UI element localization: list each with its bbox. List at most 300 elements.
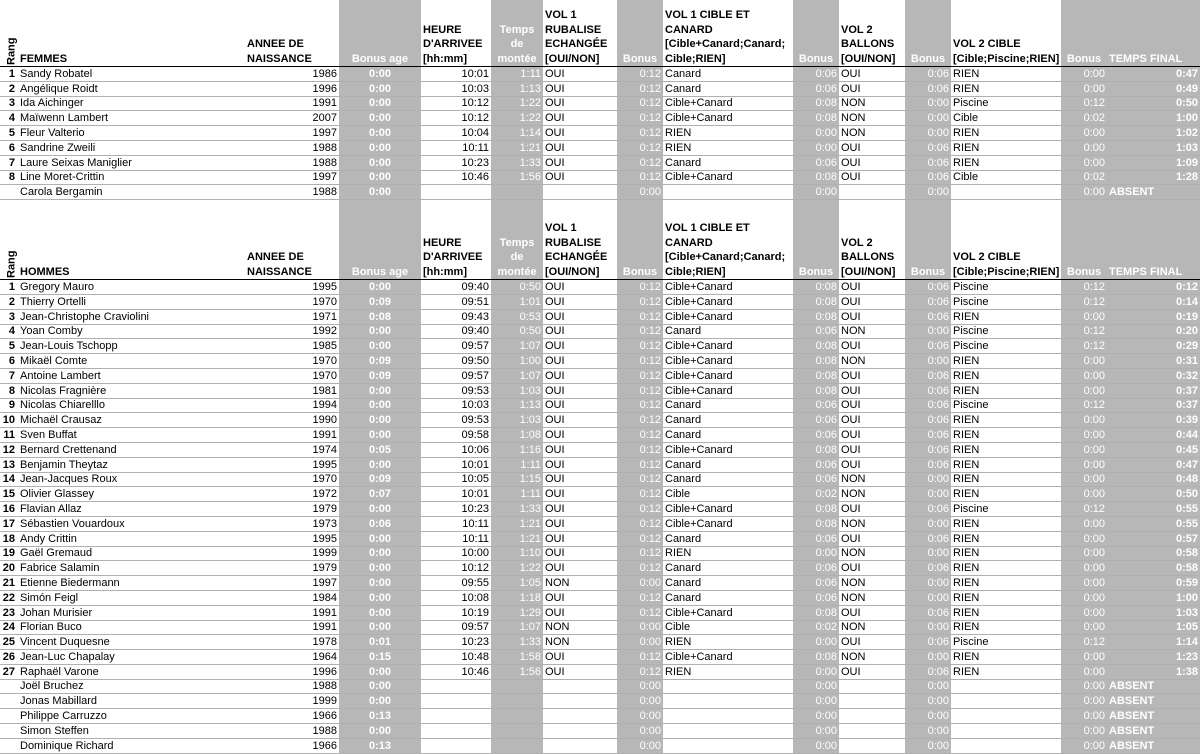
header-temps-final[interactable]: TEMPS FINAL xyxy=(1107,213,1200,280)
cell-bonus-1[interactable]: 0:12 xyxy=(617,413,663,428)
cell-nom[interactable]: Thierry Ortelli xyxy=(18,294,245,309)
cell-nom[interactable]: Joël Bruchez xyxy=(18,679,245,694)
cell-bonus-2[interactable]: 0:08 xyxy=(793,605,839,620)
cell-bonus-1[interactable]: 0:12 xyxy=(617,294,663,309)
cell-vol2-ballons[interactable]: OUI xyxy=(839,155,905,170)
cell-bonus-4[interactable]: 0:12 xyxy=(1061,502,1107,517)
cell-bonus-1[interactable]: 0:12 xyxy=(617,457,663,472)
cell-vol2-ballons[interactable] xyxy=(839,709,905,724)
cell-vol1-rubalise[interactable]: OUI xyxy=(543,398,617,413)
cell-bonus-3[interactable]: 0:06 xyxy=(905,280,951,295)
cell-annee[interactable]: 1973 xyxy=(245,516,339,531)
cell-vol2-cible[interactable]: RIEN xyxy=(951,546,1061,561)
cell-rang[interactable]: 9 xyxy=(0,398,18,413)
header-vol1-rubalise[interactable]: VOL 1 RUBALISE ECHANGÉE [OUI/NON] xyxy=(543,0,617,67)
cell-vol2-cible[interactable] xyxy=(951,185,1061,200)
cell-nom[interactable]: Gaël Gremaud xyxy=(18,546,245,561)
cell-vol2-cible[interactable]: RIEN xyxy=(951,140,1061,155)
cell-vol1-cible[interactable]: Cible+Canard xyxy=(663,96,793,111)
cell-bonus-3[interactable]: 0:06 xyxy=(905,140,951,155)
cell-bonus-3[interactable]: 0:00 xyxy=(905,694,951,709)
cell-temps-montee[interactable]: 1:33 xyxy=(491,635,543,650)
cell-bonus-1[interactable]: 0:12 xyxy=(617,354,663,369)
cell-rang[interactable]: 24 xyxy=(0,620,18,635)
header-bonus-4[interactable]: Bonus xyxy=(1061,213,1107,280)
cell-temps-final[interactable]: 0:19 xyxy=(1107,309,1200,324)
cell-annee[interactable]: 1981 xyxy=(245,383,339,398)
cell-temps-montee[interactable]: 0:50 xyxy=(491,324,543,339)
header-bonus-3[interactable]: Bonus xyxy=(905,213,951,280)
cell-temps-final[interactable]: 0:55 xyxy=(1107,502,1200,517)
cell-bonus-2[interactable]: 0:06 xyxy=(793,590,839,605)
cell-vol2-cible[interactable]: RIEN xyxy=(951,309,1061,324)
cell-bonus-2[interactable]: 0:08 xyxy=(793,516,839,531)
cell-annee[interactable]: 1996 xyxy=(245,81,339,96)
cell-heure[interactable]: 10:03 xyxy=(421,81,491,96)
cell-bonus-1[interactable]: 0:12 xyxy=(617,590,663,605)
cell-nom[interactable]: Etienne Biedermann xyxy=(18,576,245,591)
cell-bonus-age[interactable]: 0:00 xyxy=(339,170,421,185)
cell-nom[interactable]: Fabrice Salamin xyxy=(18,561,245,576)
cell-vol2-cible[interactable]: Piscine xyxy=(951,339,1061,354)
header-rang[interactable] xyxy=(0,0,18,67)
cell-rang[interactable]: 2 xyxy=(0,294,18,309)
cell-bonus-2[interactable]: 0:06 xyxy=(793,155,839,170)
cell-bonus-1[interactable]: 0:12 xyxy=(617,170,663,185)
cell-vol1-rubalise[interactable] xyxy=(543,738,617,753)
cell-temps-montee[interactable]: 1:18 xyxy=(491,590,543,605)
cell-vol1-cible[interactable]: Canard xyxy=(663,428,793,443)
cell-bonus-2[interactable]: 0:06 xyxy=(793,531,839,546)
cell-vol1-cible[interactable]: Cible+Canard xyxy=(663,502,793,517)
cell-temps-montee[interactable] xyxy=(491,724,543,739)
cell-vol2-cible[interactable]: Piscine xyxy=(951,502,1061,517)
cell-annee[interactable]: 1988 xyxy=(245,679,339,694)
cell-heure[interactable] xyxy=(421,185,491,200)
cell-vol2-ballons[interactable] xyxy=(839,679,905,694)
cell-bonus-1[interactable]: 0:00 xyxy=(617,724,663,739)
cell-heure[interactable]: 09:51 xyxy=(421,294,491,309)
cell-bonus-4[interactable]: 0:00 xyxy=(1061,650,1107,665)
cell-bonus-2[interactable]: 0:08 xyxy=(793,339,839,354)
cell-nom[interactable]: Vincent Duquesne xyxy=(18,635,245,650)
cell-bonus-1[interactable]: 0:12 xyxy=(617,650,663,665)
cell-nom[interactable]: Dominique Richard xyxy=(18,738,245,753)
cell-bonus-age[interactable]: 0:00 xyxy=(339,81,421,96)
cell-temps-montee[interactable]: 1:16 xyxy=(491,442,543,457)
cell-bonus-age[interactable]: 0:00 xyxy=(339,724,421,739)
cell-bonus-2[interactable]: 0:06 xyxy=(793,398,839,413)
cell-bonus-4[interactable]: 0:00 xyxy=(1061,442,1107,457)
cell-bonus-2[interactable]: 0:00 xyxy=(793,635,839,650)
cell-annee[interactable]: 1974 xyxy=(245,442,339,457)
cell-vol2-cible[interactable]: Piscine xyxy=(951,398,1061,413)
cell-bonus-4[interactable]: 0:00 xyxy=(1061,605,1107,620)
cell-vol1-rubalise[interactable]: OUI xyxy=(543,339,617,354)
header-bonus-age[interactable]: Bonus age xyxy=(339,0,421,67)
cell-vol2-cible[interactable]: RIEN xyxy=(951,457,1061,472)
cell-bonus-2[interactable]: 0:06 xyxy=(793,457,839,472)
cell-vol2-ballons[interactable]: OUI xyxy=(839,605,905,620)
cell-vol2-ballons[interactable]: OUI xyxy=(839,442,905,457)
cell-bonus-2[interactable]: 0:00 xyxy=(793,664,839,679)
cell-bonus-4[interactable]: 0:12 xyxy=(1061,339,1107,354)
cell-vol2-cible[interactable]: Piscine xyxy=(951,635,1061,650)
cell-vol2-cible[interactable] xyxy=(951,694,1061,709)
cell-annee[interactable]: 2007 xyxy=(245,111,339,126)
cell-vol2-cible[interactable] xyxy=(951,679,1061,694)
cell-vol1-rubalise[interactable]: OUI xyxy=(543,605,617,620)
cell-vol2-ballons[interactable]: NON xyxy=(839,516,905,531)
cell-temps-montee[interactable]: 1:58 xyxy=(491,650,543,665)
cell-vol1-rubalise[interactable]: OUI xyxy=(543,170,617,185)
cell-vol2-ballons[interactable]: NON xyxy=(839,324,905,339)
cell-vol2-cible[interactable]: RIEN xyxy=(951,516,1061,531)
cell-bonus-2[interactable]: 0:00 xyxy=(793,679,839,694)
cell-heure[interactable] xyxy=(421,738,491,753)
cell-temps-final[interactable]: 0:47 xyxy=(1107,67,1200,82)
cell-vol2-ballons[interactable]: NON xyxy=(839,620,905,635)
cell-vol1-cible[interactable]: Cible+Canard xyxy=(663,354,793,369)
cell-annee[interactable]: 1994 xyxy=(245,398,339,413)
cell-bonus-age[interactable]: 0:00 xyxy=(339,185,421,200)
cell-rang[interactable]: 2 xyxy=(0,81,18,96)
cell-bonus-3[interactable]: 0:00 xyxy=(905,738,951,753)
cell-bonus-1[interactable]: 0:12 xyxy=(617,309,663,324)
cell-vol1-cible[interactable]: Cible+Canard xyxy=(663,309,793,324)
cell-bonus-4[interactable]: 0:00 xyxy=(1061,185,1107,200)
cell-vol2-cible[interactable]: RIEN xyxy=(951,590,1061,605)
cell-annee[interactable]: 1988 xyxy=(245,724,339,739)
header-annee[interactable]: ANNEE DE NAISSANCE xyxy=(245,213,339,280)
cell-annee[interactable]: 1971 xyxy=(245,309,339,324)
cell-bonus-4[interactable]: 0:00 xyxy=(1061,709,1107,724)
cell-bonus-3[interactable]: 0:06 xyxy=(905,457,951,472)
cell-bonus-2[interactable]: 0:08 xyxy=(793,280,839,295)
cell-bonus-1[interactable]: 0:00 xyxy=(617,185,663,200)
cell-bonus-1[interactable]: 0:12 xyxy=(617,398,663,413)
cell-temps-montee[interactable]: 1:07 xyxy=(491,339,543,354)
header-temps-montee[interactable]: Temps de montée xyxy=(491,213,543,280)
cell-bonus-age[interactable]: 0:00 xyxy=(339,620,421,635)
cell-rang[interactable] xyxy=(0,709,18,724)
cell-heure[interactable] xyxy=(421,709,491,724)
cell-vol1-rubalise[interactable]: OUI xyxy=(543,590,617,605)
cell-heure[interactable]: 10:12 xyxy=(421,96,491,111)
cell-nom[interactable]: Michaël Crausaz xyxy=(18,413,245,428)
cell-vol2-cible[interactable]: Piscine xyxy=(951,96,1061,111)
cell-bonus-2[interactable]: 0:08 xyxy=(793,354,839,369)
cell-temps-final[interactable]: 0:29 xyxy=(1107,339,1200,354)
cell-vol1-cible[interactable]: Cible xyxy=(663,620,793,635)
cell-heure[interactable]: 09:57 xyxy=(421,368,491,383)
cell-bonus-2[interactable]: 0:02 xyxy=(793,487,839,502)
cell-bonus-3[interactable]: 0:06 xyxy=(905,383,951,398)
cell-temps-montee[interactable]: 1:01 xyxy=(491,294,543,309)
cell-vol2-cible[interactable]: RIEN xyxy=(951,126,1061,141)
cell-temps-final[interactable]: 0:57 xyxy=(1107,531,1200,546)
cell-vol1-cible[interactable]: Canard xyxy=(663,67,793,82)
cell-temps-montee[interactable]: 1:08 xyxy=(491,428,543,443)
cell-temps-montee[interactable]: 1:29 xyxy=(491,605,543,620)
cell-vol2-ballons[interactable]: OUI xyxy=(839,140,905,155)
cell-vol1-rubalise[interactable]: OUI xyxy=(543,368,617,383)
cell-vol1-cible[interactable] xyxy=(663,738,793,753)
cell-temps-montee[interactable]: 1:05 xyxy=(491,576,543,591)
cell-annee[interactable]: 1970 xyxy=(245,368,339,383)
cell-bonus-4[interactable]: 0:00 xyxy=(1061,679,1107,694)
cell-temps-montee[interactable]: 1:21 xyxy=(491,531,543,546)
cell-bonus-1[interactable]: 0:12 xyxy=(617,81,663,96)
cell-annee[interactable]: 1995 xyxy=(245,457,339,472)
cell-vol1-rubalise[interactable]: OUI xyxy=(543,502,617,517)
cell-vol1-rubalise[interactable]: OUI xyxy=(543,457,617,472)
cell-bonus-2[interactable]: 0:00 xyxy=(793,724,839,739)
cell-heure[interactable]: 10:11 xyxy=(421,140,491,155)
cell-vol1-rubalise[interactable] xyxy=(543,709,617,724)
cell-vol1-cible[interactable]: Cible+Canard xyxy=(663,442,793,457)
cell-vol2-ballons[interactable]: OUI xyxy=(839,531,905,546)
cell-bonus-2[interactable]: 0:08 xyxy=(793,502,839,517)
cell-bonus-4[interactable]: 0:00 xyxy=(1061,457,1107,472)
cell-bonus-1[interactable]: 0:12 xyxy=(617,67,663,82)
cell-bonus-age[interactable]: 0:13 xyxy=(339,738,421,753)
cell-bonus-3[interactable]: 0:06 xyxy=(905,502,951,517)
cell-nom[interactable]: Nicolas Chiarelllo xyxy=(18,398,245,413)
cell-bonus-age[interactable]: 0:00 xyxy=(339,67,421,82)
cell-vol2-ballons[interactable]: OUI xyxy=(839,428,905,443)
cell-heure[interactable] xyxy=(421,724,491,739)
cell-annee[interactable]: 1966 xyxy=(245,709,339,724)
cell-vol1-cible[interactable]: RIEN xyxy=(663,140,793,155)
cell-vol1-rubalise[interactable]: NON xyxy=(543,576,617,591)
cell-bonus-age[interactable]: 0:09 xyxy=(339,368,421,383)
header-heure[interactable]: HEURE D'ARRIVEE [hh:mm] xyxy=(421,213,491,280)
cell-bonus-4[interactable]: 0:00 xyxy=(1061,354,1107,369)
cell-nom[interactable]: Sandy Robatel xyxy=(18,67,245,82)
cell-annee[interactable]: 1970 xyxy=(245,294,339,309)
cell-bonus-4[interactable]: 0:00 xyxy=(1061,428,1107,443)
cell-vol1-rubalise[interactable] xyxy=(543,679,617,694)
cell-nom[interactable]: Johan Murisier xyxy=(18,605,245,620)
cell-vol2-ballons[interactable]: OUI xyxy=(839,457,905,472)
cell-bonus-2[interactable]: 0:06 xyxy=(793,67,839,82)
cell-vol1-rubalise[interactable]: OUI xyxy=(543,650,617,665)
cell-bonus-age[interactable]: 0:00 xyxy=(339,126,421,141)
cell-heure[interactable]: 10:06 xyxy=(421,442,491,457)
cell-bonus-2[interactable]: 0:08 xyxy=(793,383,839,398)
cell-heure[interactable]: 09:58 xyxy=(421,428,491,443)
cell-rang[interactable]: 5 xyxy=(0,126,18,141)
cell-nom[interactable]: Florian Buco xyxy=(18,620,245,635)
cell-vol2-ballons[interactable]: OUI xyxy=(839,368,905,383)
cell-vol2-ballons[interactable]: NON xyxy=(839,576,905,591)
cell-rang[interactable]: 13 xyxy=(0,457,18,472)
cell-vol1-cible[interactable]: Canard xyxy=(663,561,793,576)
cell-rang[interactable]: 8 xyxy=(0,170,18,185)
header-bonus-age[interactable]: Bonus age xyxy=(339,213,421,280)
header-vol2-ballons[interactable]: VOL 2 BALLONS [OUI/NON] xyxy=(839,0,905,67)
cell-vol1-cible[interactable]: Cible+Canard xyxy=(663,368,793,383)
cell-temps-final[interactable]: 1:00 xyxy=(1107,590,1200,605)
cell-vol1-rubalise[interactable]: OUI xyxy=(543,324,617,339)
cell-bonus-4[interactable]: 0:00 xyxy=(1061,664,1107,679)
cell-rang[interactable]: 16 xyxy=(0,502,18,517)
cell-bonus-2[interactable]: 0:06 xyxy=(793,413,839,428)
cell-vol2-cible[interactable]: Piscine xyxy=(951,280,1061,295)
cell-vol1-cible[interactable] xyxy=(663,185,793,200)
cell-vol1-cible[interactable]: Cible+Canard xyxy=(663,280,793,295)
cell-temps-final[interactable]: 0:32 xyxy=(1107,368,1200,383)
cell-nom[interactable]: Antoine Lambert xyxy=(18,368,245,383)
cell-temps-final[interactable]: 1:14 xyxy=(1107,635,1200,650)
cell-bonus-age[interactable]: 0:09 xyxy=(339,294,421,309)
cell-rang[interactable] xyxy=(0,738,18,753)
header-bonus-4[interactable]: Bonus xyxy=(1061,0,1107,67)
cell-vol2-ballons[interactable] xyxy=(839,738,905,753)
cell-heure[interactable]: 10:12 xyxy=(421,561,491,576)
cell-temps-montee[interactable]: 1:22 xyxy=(491,96,543,111)
cell-vol1-cible[interactable]: Canard xyxy=(663,324,793,339)
cell-temps-montee[interactable]: 1:03 xyxy=(491,383,543,398)
cell-bonus-age[interactable]: 0:13 xyxy=(339,709,421,724)
cell-temps-montee[interactable]: 1:14 xyxy=(491,126,543,141)
cell-vol2-ballons[interactable] xyxy=(839,724,905,739)
cell-temps-montee[interactable]: 1:33 xyxy=(491,155,543,170)
cell-vol2-ballons[interactable]: OUI xyxy=(839,502,905,517)
cell-bonus-age[interactable]: 0:00 xyxy=(339,457,421,472)
cell-bonus-age[interactable]: 0:07 xyxy=(339,487,421,502)
cell-heure[interactable]: 10:01 xyxy=(421,457,491,472)
cell-vol2-ballons[interactable]: OUI xyxy=(839,294,905,309)
cell-vol2-cible[interactable]: RIEN xyxy=(951,576,1061,591)
cell-bonus-2[interactable]: 0:00 xyxy=(793,126,839,141)
cell-vol1-cible[interactable] xyxy=(663,709,793,724)
header-vol1-rubalise[interactable]: VOL 1 RUBALISE ECHANGÉE [OUI/NON] xyxy=(543,213,617,280)
cell-annee[interactable]: 1999 xyxy=(245,694,339,709)
cell-bonus-age[interactable]: 0:00 xyxy=(339,140,421,155)
cell-bonus-1[interactable]: 0:12 xyxy=(617,428,663,443)
cell-vol2-ballons[interactable]: OUI xyxy=(839,170,905,185)
cell-heure[interactable]: 09:57 xyxy=(421,620,491,635)
cell-vol2-cible[interactable]: RIEN xyxy=(951,531,1061,546)
cell-vol1-rubalise[interactable]: OUI xyxy=(543,81,617,96)
cell-heure[interactable]: 10:11 xyxy=(421,516,491,531)
cell-bonus-2[interactable]: 0:06 xyxy=(793,81,839,96)
cell-annee[interactable]: 1997 xyxy=(245,170,339,185)
cell-bonus-4[interactable]: 0:02 xyxy=(1061,170,1107,185)
cell-temps-final[interactable]: 0:44 xyxy=(1107,428,1200,443)
header-bonus-2[interactable]: Bonus xyxy=(793,213,839,280)
cell-vol1-rubalise[interactable] xyxy=(543,724,617,739)
cell-bonus-3[interactable]: 0:00 xyxy=(905,590,951,605)
cell-temps-montee[interactable]: 1:13 xyxy=(491,81,543,96)
cell-rang[interactable]: 4 xyxy=(0,111,18,126)
cell-nom[interactable]: Flavian Allaz xyxy=(18,502,245,517)
cell-temps-final[interactable]: 0:12 xyxy=(1107,280,1200,295)
cell-annee[interactable]: 1970 xyxy=(245,354,339,369)
cell-bonus-4[interactable]: 0:00 xyxy=(1061,546,1107,561)
cell-bonus-2[interactable]: 0:08 xyxy=(793,111,839,126)
header-bonus-2[interactable]: Bonus xyxy=(793,0,839,67)
cell-vol2-ballons[interactable]: NON xyxy=(839,96,905,111)
cell-nom[interactable]: Benjamin Theytaz xyxy=(18,457,245,472)
cell-bonus-2[interactable]: 0:08 xyxy=(793,294,839,309)
cell-rang[interactable]: 15 xyxy=(0,487,18,502)
cell-bonus-age[interactable]: 0:00 xyxy=(339,111,421,126)
cell-nom[interactable]: Sven Buffat xyxy=(18,428,245,443)
cell-nom[interactable]: Yoan Comby xyxy=(18,324,245,339)
header-temps-final[interactable]: TEMPS FINAL xyxy=(1107,0,1200,67)
cell-vol1-cible[interactable]: Cible+Canard xyxy=(663,339,793,354)
cell-nom[interactable]: Jonas Mabillard xyxy=(18,694,245,709)
cell-temps-montee[interactable] xyxy=(491,185,543,200)
cell-bonus-4[interactable]: 0:12 xyxy=(1061,294,1107,309)
cell-vol1-cible[interactable]: RIEN xyxy=(663,635,793,650)
cell-nom[interactable]: Angélique Roidt xyxy=(18,81,245,96)
cell-vol2-ballons[interactable]: OUI xyxy=(839,280,905,295)
cell-temps-montee[interactable] xyxy=(491,679,543,694)
cell-bonus-3[interactable]: 0:06 xyxy=(905,664,951,679)
cell-bonus-4[interactable]: 0:00 xyxy=(1061,126,1107,141)
cell-bonus-age[interactable]: 0:00 xyxy=(339,383,421,398)
cell-heure[interactable]: 09:50 xyxy=(421,354,491,369)
cell-bonus-3[interactable]: 0:00 xyxy=(905,472,951,487)
cell-rang[interactable]: 3 xyxy=(0,96,18,111)
cell-bonus-2[interactable]: 0:08 xyxy=(793,309,839,324)
cell-bonus-4[interactable]: 0:00 xyxy=(1061,472,1107,487)
cell-bonus-4[interactable]: 0:00 xyxy=(1061,516,1107,531)
cell-heure[interactable]: 10:11 xyxy=(421,531,491,546)
cell-bonus-3[interactable]: 0:06 xyxy=(905,413,951,428)
cell-nom[interactable]: Gregory Mauro xyxy=(18,280,245,295)
cell-vol2-ballons[interactable]: NON xyxy=(839,111,905,126)
cell-nom[interactable]: Philippe Carruzzo xyxy=(18,709,245,724)
cell-bonus-2[interactable]: 0:00 xyxy=(793,709,839,724)
cell-heure[interactable]: 09:53 xyxy=(421,383,491,398)
cell-temps-montee[interactable] xyxy=(491,694,543,709)
cell-bonus-age[interactable]: 0:00 xyxy=(339,502,421,517)
cell-bonus-3[interactable]: 0:06 xyxy=(905,339,951,354)
cell-vol2-ballons[interactable]: OUI xyxy=(839,664,905,679)
cell-bonus-age[interactable]: 0:15 xyxy=(339,650,421,665)
cell-bonus-3[interactable]: 0:06 xyxy=(905,561,951,576)
cell-bonus-4[interactable]: 0:00 xyxy=(1061,140,1107,155)
cell-temps-montee[interactable]: 1:13 xyxy=(491,398,543,413)
cell-vol1-rubalise[interactable]: OUI xyxy=(543,126,617,141)
cell-temps-final[interactable]: 0:49 xyxy=(1107,81,1200,96)
cell-vol1-cible[interactable] xyxy=(663,724,793,739)
cell-annee[interactable]: 1988 xyxy=(245,155,339,170)
cell-temps-final[interactable]: 1:38 xyxy=(1107,664,1200,679)
cell-vol2-cible[interactable]: RIEN xyxy=(951,650,1061,665)
cell-bonus-4[interactable]: 0:12 xyxy=(1061,280,1107,295)
cell-heure[interactable]: 10:23 xyxy=(421,502,491,517)
cell-heure[interactable]: 10:03 xyxy=(421,398,491,413)
cell-bonus-age[interactable]: 0:00 xyxy=(339,398,421,413)
cell-vol2-ballons[interactable]: NON xyxy=(839,650,905,665)
cell-temps-final[interactable]: 1:09 xyxy=(1107,155,1200,170)
cell-temps-montee[interactable]: 1:21 xyxy=(491,140,543,155)
cell-vol1-rubalise[interactable]: OUI xyxy=(543,111,617,126)
cell-bonus-3[interactable]: 0:06 xyxy=(905,309,951,324)
cell-nom[interactable]: Simon Steffen xyxy=(18,724,245,739)
header-vol2-ballons[interactable]: VOL 2 BALLONS [OUI/NON] xyxy=(839,213,905,280)
cell-annee[interactable]: 1979 xyxy=(245,561,339,576)
header-femmes[interactable]: FEMMES xyxy=(18,0,245,67)
cell-vol1-rubalise[interactable]: OUI xyxy=(543,516,617,531)
cell-bonus-2[interactable]: 0:08 xyxy=(793,368,839,383)
